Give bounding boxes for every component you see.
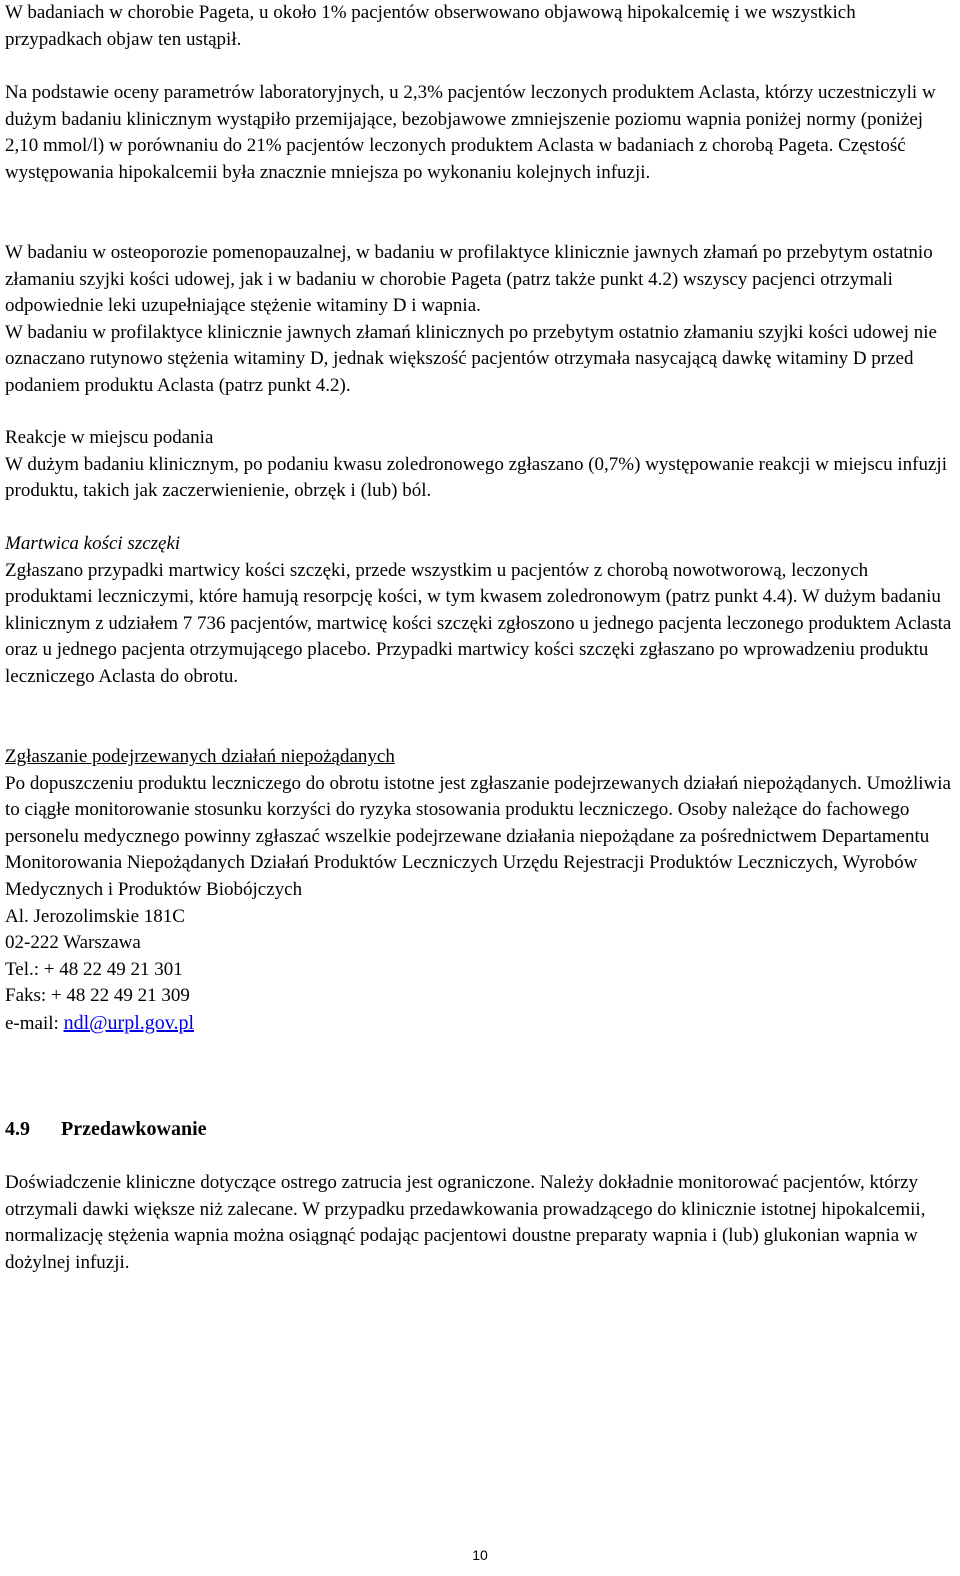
paragraph-text: Doświadczenie kliniczne dotyczące ostrego zatrucia jest ograniczone. Należy dokładnie monitorować pacjentów, którzy otrzymali dawki większe niż zalecane. W przypadku przedawkowania prowadzącego do klinicznie istotnej hipokalcemii, normalizację stężenia wapnia można osiągnąć podając pacjentowi doustne preparaty wapnia i (lub) glukonian wapnia w dożylnej infuzji. xyxy=(5,1172,926,1273)
page-number: 10 xyxy=(472,1547,488,1563)
section-heading-overdose xyxy=(5,1116,955,1143)
email-link[interactable]: ndl@urpl.gov.pl xyxy=(63,1011,195,1034)
paragraph-vitamin-d xyxy=(5,240,955,400)
email-label: e-mail: xyxy=(5,1012,64,1034)
section-injection-site xyxy=(5,425,955,505)
paragraph-text: Na podstawie oceny parametrów laboratoryjnych, u 2,3% pacjentów leczonych produktem Aclasta, którzy uczestniczyli w dużym badaniu klinicznym wystąpiło przemijające, bezobjawowe zmniejszenie poziomu wapnia poniżej normy (poniżej 2,10 mmol/l) w porównaniu do 21% pacjentów leczonych produktem Aclasta w badaniach z chorobą Pageta. Częstość występowania hipokalcemii była znacznie mniejsza po wykonaniu kolejnych infuzji. xyxy=(5,82,936,183)
section-number: 4.9 xyxy=(5,1118,30,1140)
address-city: 02-222 Warszawa xyxy=(5,932,141,954)
paragraph-text: Zgłaszano przypadki martwicy kości szczęki, przede wszystkim u pacjentów z chorobą nowotworową, leczonych produktami leczniczymi, które hamują resorpcję kości, w tym kwasem zoledronowym (patrz punkt 4.4). W dużym badaniu klinicznym z udziałem 7 736 pacjentów, martwicę kości szczęki zgłoszono u jednego pacjenta leczonego produktem Aclasta oraz u jednego pacjenta otrzymującego placebo. Przypadki martwicy kości szczęki zgłaszano po wprowadzeniu produktu leczniczego Aclasta do obrotu. xyxy=(5,559,952,687)
section-reporting xyxy=(5,744,955,1038)
paragraph-lab-parameters xyxy=(5,80,955,186)
paragraph-paget-hypocalcemia xyxy=(5,0,955,53)
address-street: Al. Jerozolimskie 181C xyxy=(5,905,185,927)
section-osteonecrosis xyxy=(5,531,955,691)
paragraph-overdose xyxy=(5,1170,955,1276)
fax-number: Faks: + 48 22 49 21 309 xyxy=(5,985,190,1007)
paragraph-text: W dużym badaniu klinicznym, po podaniu kwasu zoledronowego zgłaszano (0,7%) występowanie reakcji w miejscu infuzji produktu, takich jak zaczerwienienie, obrzęk i (lub) ból. xyxy=(5,453,947,502)
section-heading: Reakcje w miejscu podania xyxy=(5,427,214,448)
section-heading: Zgłaszanie podejrzewanych działań niepożądanych xyxy=(5,746,395,767)
paragraph-text: Po dopuszczeniu produktu leczniczego do obrotu istotne jest zgłaszanie podejrzewanych działań niepożądanych. Umożliwia to ciągłe monitorowanie stosunku korzyści do ryzyka stosowania produktu leczniczego. Osoby należące do fachowego personelu medycznego powinny zgłaszać wszelkie podejrzewane działania niepożądane za pośrednictwem Departamentu Monitorowania Niepożądanych Działań Produktów Leczniczych Urzędu Rejestracji Produktów Leczniczych, Wyrobów Medycznych i Produktów Biobójczych xyxy=(5,772,951,900)
section-heading: Martwica kości szczęki xyxy=(5,533,181,554)
paragraph-text: W badaniu w osteoporozie pomenopauzalnej, w badaniu w profilaktyce klinicznie jawnych złamań po przebytym ostatnio złamaniu szyjki kości udowej, jak i w badaniu w chorobie Pageta (patrz także punkt 4.2) wszyscy pacjenci otrzymali odpowiednie leki uzupełniające stężenie witaminy D i wapnia. xyxy=(5,242,933,317)
phone-number: Tel.: + 48 22 49 21 301 xyxy=(5,958,183,980)
paragraph-text: W badaniu w profilaktyce klinicznie jawnych złamań klinicznych po przebytym ostatnio złamaniu szyjki kości udowej nie oznaczano rutynowo stężenia witaminy D, jednak większość pacjentów otrzymała nasycającą dawkę witaminy D przed podaniem produktu Aclasta (patrz punkt 4.2). xyxy=(5,321,937,396)
paragraph-text: W badaniach w chorobie Pageta, u około 1% pacjentów obserwowano objawową hipokalcemię i we wszystkich przypadkach objaw ten ustąpił. xyxy=(5,2,856,50)
email-line xyxy=(5,1010,955,1038)
section-title: Przedawkowanie xyxy=(61,1118,207,1140)
